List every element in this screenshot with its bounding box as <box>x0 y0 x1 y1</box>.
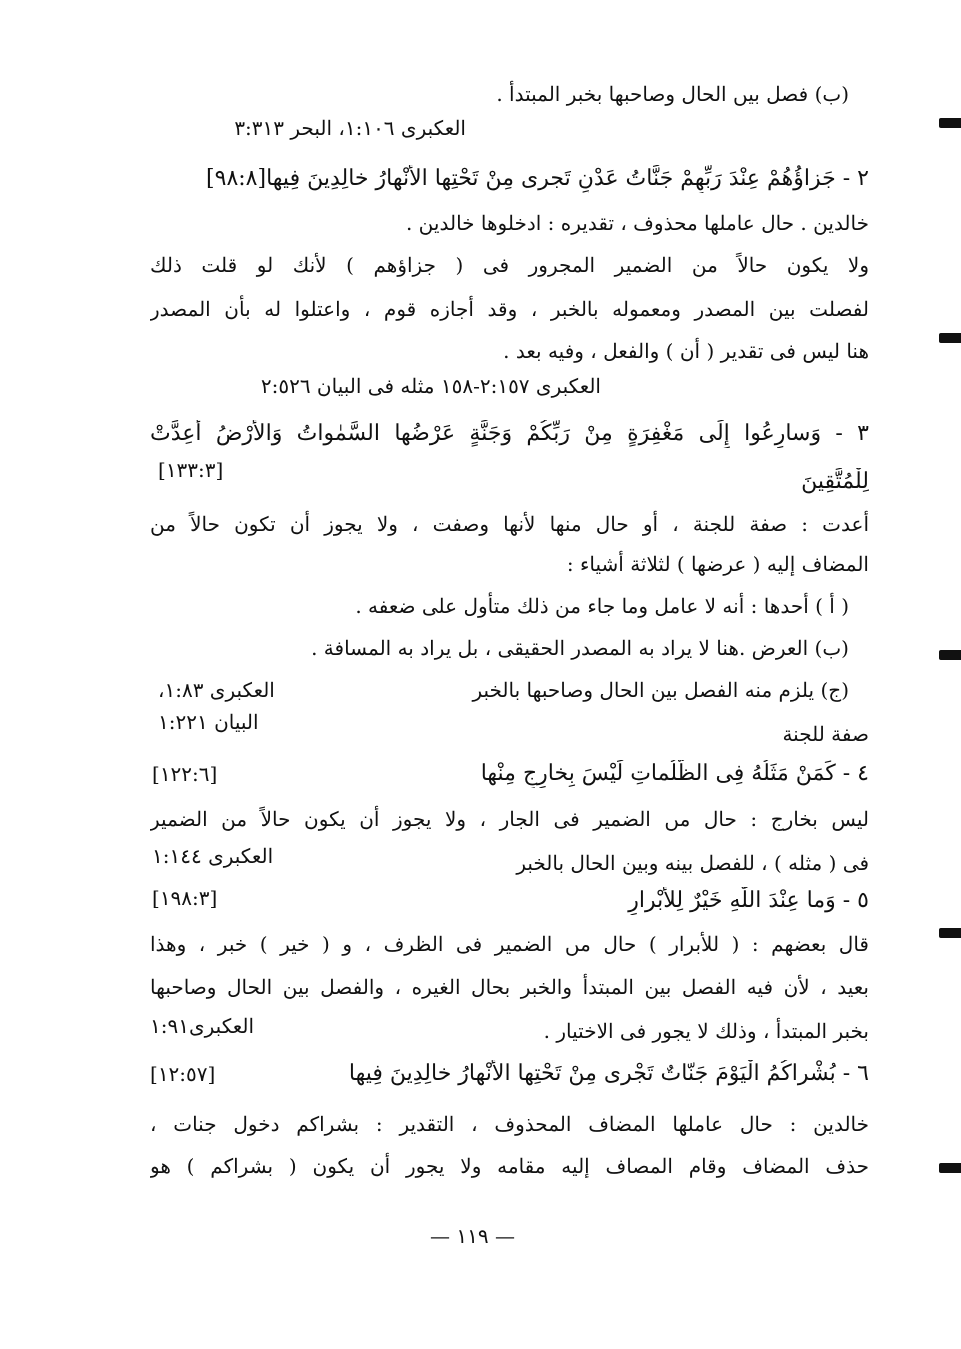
margin-mark <box>939 650 961 660</box>
margin-mark <box>939 1163 961 1173</box>
text-line: خالدين . حال عاملها محذوف ، تقديره : ادخلوها خالدين . <box>405 211 869 235</box>
verse-reference: [١٢:٥٧] <box>150 1062 216 1086</box>
verse-line: ٥ - وَما عِنْدَ اللّٰهِ خَيْرٌ لِلأَبْرارِ <box>628 888 869 913</box>
margin-mark <box>939 928 961 938</box>
text-line: ولا يكون حالاً من الضمير المجرور فى ( جزاؤهم ) لأنك لو قلت ذلك <box>150 253 869 277</box>
text-line: ليس بخارج : حال مں الضمير فى الجار ، ولا يجوز أن يكون حالاً من الضمير <box>150 807 869 831</box>
verse-line: ٦ - بُشْراكُمُ الْيَوْمَ جَنّاتٌ تَجْرى مِنْ تَحْتِها الأَنْهارُ خالِدِينَ فِيها <box>348 1061 869 1086</box>
text-line: (ج) يلزم منه الفصل بين الحال وصاحبها بالخبر <box>472 678 849 702</box>
reference-line: العكبرى ٢:١٥٧-١٥٨ مثله فى البيان ٢:٥٢٦ <box>260 374 601 398</box>
verse-reference: [١٣٣:٣] <box>158 458 224 482</box>
margin-mark <box>939 118 961 128</box>
text-line: أعدت : صفة للجنة ، أو حال منها لأنها وصفت ، ولا يجوز أن تكون حالاً من <box>150 512 869 536</box>
text-line: صفة للجنة <box>782 722 869 746</box>
verse-line: لِلْمُتَّقِينَ <box>801 469 869 494</box>
reference-line: العكبرى ١:١٠٦، البحر ٣:٣١٣ <box>234 116 466 140</box>
text-line: بخبر المبتدأ ، وذلك لا يجور فى الاختيار . <box>543 1019 869 1043</box>
reference-bayan: البيان ١:٢٢١ <box>158 710 259 734</box>
verse-reference: [١٩٨:٣] <box>152 886 218 910</box>
text-line: قال بعضهم : ( للأبرار ) حال مں الضمير فى الظرف ، و ( خير ) خبر ، وهذا <box>150 932 869 956</box>
reference-akbari: العكبرى ١:١٤٤ <box>152 844 274 868</box>
text-line: هنا ليس فى تقدير ( أن ) والفعل ، وفيه بعد . <box>503 339 869 363</box>
text-line: المضاف إليه ( عرضها ) لثلاثة أشياء : <box>566 552 869 576</box>
text-line: (ب) فصل بيں الحال وصاحبها بخبر المبتدأ . <box>496 82 849 106</box>
text-line: (ب) العرض .هنا لا يراد به المصدر الحقيقى ، بل يراد به المسافة . <box>311 636 849 660</box>
verse-line: ٤ - كَمَنْ مَثَلُهُ فِى الظُّلُماتِ لَيْسَ بِخارِجٍ مِنْها <box>480 761 869 786</box>
reference-akbari: العكبرى ١:٨٣، <box>158 678 275 702</box>
page-number: — ١١٩ — <box>430 1224 515 1248</box>
reference-akbari: العكبرى١:٩١ <box>150 1014 255 1038</box>
text-line: بعيد ، لأن فيه الفصل بين المبتدأ والخبر بحال الغيره ، والفصل بين الحال وصاحبها <box>150 975 869 999</box>
verse-line: ٣ - وَسارِعُوا إِلَى مَغْفِرَةٍ مِنْ رَبِّكُمْ وَجَنَّةٍ عَرْضُها السَّمٰواتُ وَالأَرْضُ أُعِدَّتْ <box>150 421 869 446</box>
margin-mark <box>939 333 961 343</box>
text-line: فى ( مثله ) ، للفصل بينه وبين الحال بالخبر <box>516 851 869 875</box>
text-line: ( أ ) أحدها : أنه لا عامل وما جاء من ذلك متأول على ضعفه . <box>355 594 849 618</box>
verse-reference: [١٢٢:٦] <box>152 762 218 786</box>
verse-line: ٢ - جَزاؤُهُمْ عِنْدَ رَبِّهِمْ جَنَّاتُ عَدْنٍ تَجرى مِنْ تَحْتِها الأَنْهارُ خالِدِينَ فِيها[٩٨:٨] <box>206 166 869 191</box>
text-line: حذف المضاف وقام المصاف إليه مقامه ولا يجور أن يكون ( بشراكم ) هو <box>150 1154 869 1178</box>
text-line: خالدين : حال عاملها المضاف المحذوف ، التقدير : بشراكم دخول جنات ، <box>150 1112 869 1136</box>
text-line: لفصلت بين المصدر ومعموله بالخبر ، وقد أجازه قوم ، واعتلوا له بأن المصدر <box>150 297 869 321</box>
